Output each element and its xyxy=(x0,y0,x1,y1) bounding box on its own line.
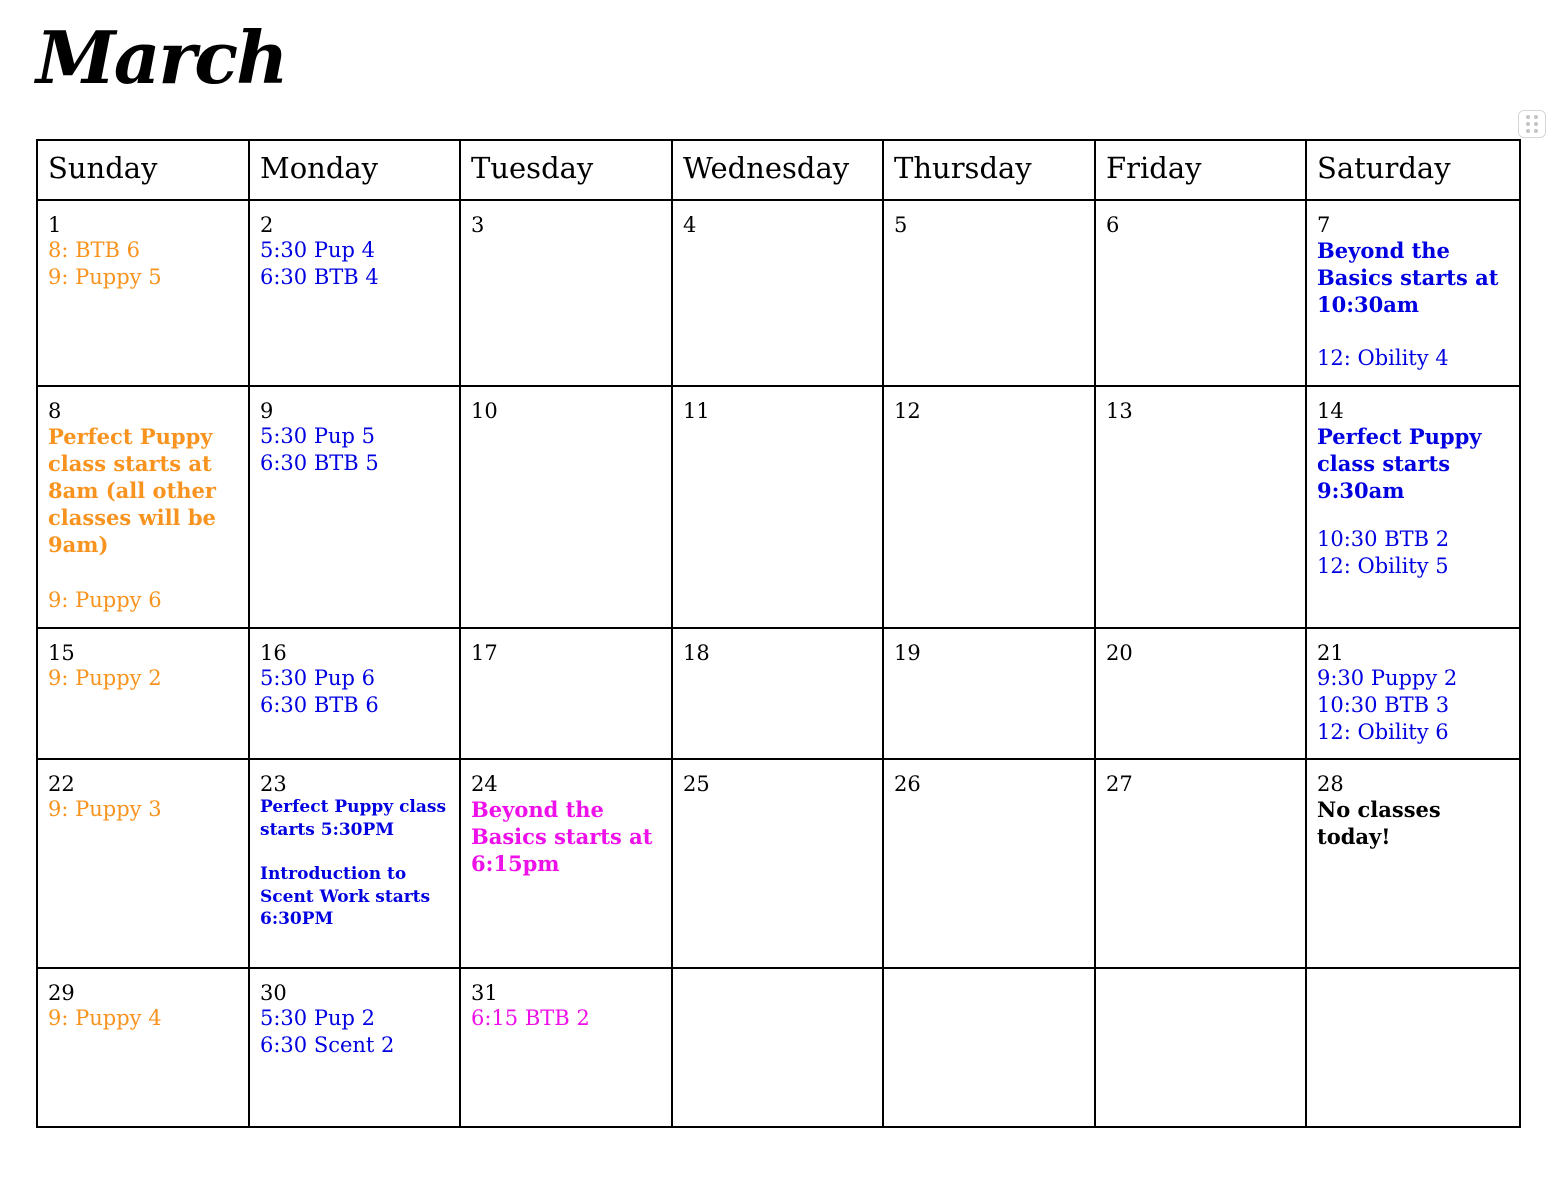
class-entry: 5:30 Pup 2 xyxy=(260,1006,375,1030)
day-cell[interactable] xyxy=(1306,968,1520,1127)
day-number: 31 xyxy=(471,981,498,1005)
weekday-header: Thursday xyxy=(883,140,1095,200)
day-number: 2 xyxy=(260,213,274,237)
day-cell[interactable] xyxy=(1095,386,1306,628)
day-cell[interactable] xyxy=(460,386,672,628)
day-cell[interactable] xyxy=(249,628,460,759)
day-cell[interactable] xyxy=(37,759,249,968)
day-cell[interactable] xyxy=(37,968,249,1127)
event-announcement: Perfect Puppy class starts 5:30PM xyxy=(260,797,447,840)
day-cell[interactable] xyxy=(883,200,1095,386)
day-number: 7 xyxy=(1317,213,1331,237)
day-cell[interactable] xyxy=(1095,759,1306,968)
day-number: 6 xyxy=(1106,213,1120,237)
table-drag-handle-icon[interactable] xyxy=(1518,110,1546,138)
day-cell[interactable] xyxy=(1095,200,1306,386)
day-cell[interactable] xyxy=(672,968,883,1127)
class-entry: 6:15 BTB 2 xyxy=(471,1006,590,1030)
day-cell[interactable] xyxy=(883,628,1095,759)
class-entry: 9: Puppy 4 xyxy=(48,1006,162,1030)
day-number: 17 xyxy=(471,641,498,665)
day-number: 10 xyxy=(471,399,498,423)
day-cell[interactable] xyxy=(249,386,460,628)
day-cell[interactable] xyxy=(460,968,672,1127)
spacer xyxy=(260,841,449,863)
day-cell[interactable] xyxy=(1306,628,1520,759)
day-number: 14 xyxy=(1317,399,1344,423)
day-number: 20 xyxy=(1106,641,1133,665)
day-number: 12 xyxy=(894,399,921,423)
class-entry: 9: Puppy 2 xyxy=(48,666,162,690)
class-entry: 5:30 Pup 4 xyxy=(260,238,375,262)
day-number: 5 xyxy=(894,213,908,237)
weekday-header: Monday xyxy=(249,140,460,200)
week-row xyxy=(37,386,1520,628)
day-number: 19 xyxy=(894,641,921,665)
weekday-header: Saturday xyxy=(1306,140,1520,200)
day-number: 25 xyxy=(683,772,710,796)
week-row xyxy=(37,968,1520,1127)
day-cell[interactable] xyxy=(249,968,460,1127)
class-entry: 12: Obility 6 xyxy=(1317,720,1449,744)
class-entry: 6:30 Scent 2 xyxy=(260,1033,395,1057)
day-cell[interactable] xyxy=(460,628,672,759)
spacer xyxy=(1317,318,1509,345)
day-number: 3 xyxy=(471,213,485,237)
day-cell[interactable] xyxy=(672,200,883,386)
day-number: 28 xyxy=(1317,772,1344,796)
day-cell[interactable] xyxy=(249,200,460,386)
day-number: 27 xyxy=(1106,772,1133,796)
event-announcement: Perfect Puppy class starts at 8am (all other classes will be 9am) xyxy=(48,424,216,557)
day-cell[interactable] xyxy=(883,386,1095,628)
day-number: 29 xyxy=(48,981,75,1005)
event-announcement: Beyond the Basics starts at 6:15pm xyxy=(471,797,653,876)
page-title: March xyxy=(36,15,287,100)
spacer xyxy=(48,558,238,587)
event-announcement: No classes today! xyxy=(1317,797,1441,849)
day-number: 13 xyxy=(1106,399,1133,423)
week-row xyxy=(37,200,1520,386)
day-number: 9 xyxy=(260,399,274,423)
class-entry: 9: Puppy 3 xyxy=(48,797,162,821)
day-number: 21 xyxy=(1317,641,1344,665)
class-entry: 10:30 BTB 3 xyxy=(1317,693,1450,717)
event-announcement: Perfect Puppy class starts 9:30am xyxy=(1317,424,1482,503)
day-cell[interactable] xyxy=(672,386,883,628)
class-entry: 6:30 BTB 4 xyxy=(260,265,379,289)
class-entry: 12: Obility 5 xyxy=(1317,554,1449,578)
day-cell[interactable] xyxy=(1095,628,1306,759)
event-announcement: Beyond the Basics starts at 10:30am xyxy=(1317,238,1499,317)
weekday-header: Friday xyxy=(1095,140,1306,200)
day-cell[interactable] xyxy=(672,759,883,968)
day-cell[interactable] xyxy=(1095,968,1306,1127)
weekday-header: Sunday xyxy=(37,140,249,200)
day-cell[interactable] xyxy=(37,628,249,759)
spacer xyxy=(1317,504,1509,526)
event-announcement: Introduction to Scent Work starts 6:30PM xyxy=(260,864,431,929)
day-cell[interactable] xyxy=(883,968,1095,1127)
class-entry: 9: Puppy 6 xyxy=(48,588,162,612)
week-row xyxy=(37,628,1520,759)
class-entry: 10:30 BTB 2 xyxy=(1317,527,1450,551)
day-cell[interactable] xyxy=(672,628,883,759)
weekday-header-row xyxy=(37,140,1520,200)
calendar-table xyxy=(36,139,1521,1128)
class-entry: 5:30 Pup 6 xyxy=(260,666,375,690)
day-cell[interactable] xyxy=(460,200,672,386)
day-cell[interactable] xyxy=(1306,200,1520,386)
day-cell[interactable] xyxy=(1306,759,1520,968)
day-number: 22 xyxy=(48,772,75,796)
day-number: 1 xyxy=(48,213,62,237)
day-cell[interactable] xyxy=(460,759,672,968)
day-number: 26 xyxy=(894,772,921,796)
day-cell[interactable] xyxy=(883,759,1095,968)
day-cell[interactable] xyxy=(37,200,249,386)
class-entry: 6:30 BTB 6 xyxy=(260,693,379,717)
day-number: 23 xyxy=(260,772,287,796)
day-number: 24 xyxy=(471,772,498,796)
weekday-header: Wednesday xyxy=(672,140,883,200)
day-number: 30 xyxy=(260,981,287,1005)
day-cell[interactable] xyxy=(37,386,249,628)
class-entry: 8: BTB 6 xyxy=(48,238,141,262)
day-number: 8 xyxy=(48,399,62,423)
day-number: 11 xyxy=(683,399,710,423)
class-entry: 12: Obility 4 xyxy=(1317,346,1449,370)
day-cell[interactable] xyxy=(249,759,460,968)
class-entry: 9:30 Puppy 2 xyxy=(1317,666,1458,690)
week-row xyxy=(37,759,1520,968)
day-cell[interactable] xyxy=(1306,386,1520,628)
class-entry: 5:30 Pup 5 xyxy=(260,424,375,448)
day-number: 4 xyxy=(683,213,697,237)
day-number: 16 xyxy=(260,641,287,665)
day-number: 18 xyxy=(683,641,710,665)
class-entry: 6:30 BTB 5 xyxy=(260,451,379,475)
day-number: 15 xyxy=(48,641,75,665)
class-entry: 9: Puppy 5 xyxy=(48,265,162,289)
weekday-header: Tuesday xyxy=(460,140,672,200)
